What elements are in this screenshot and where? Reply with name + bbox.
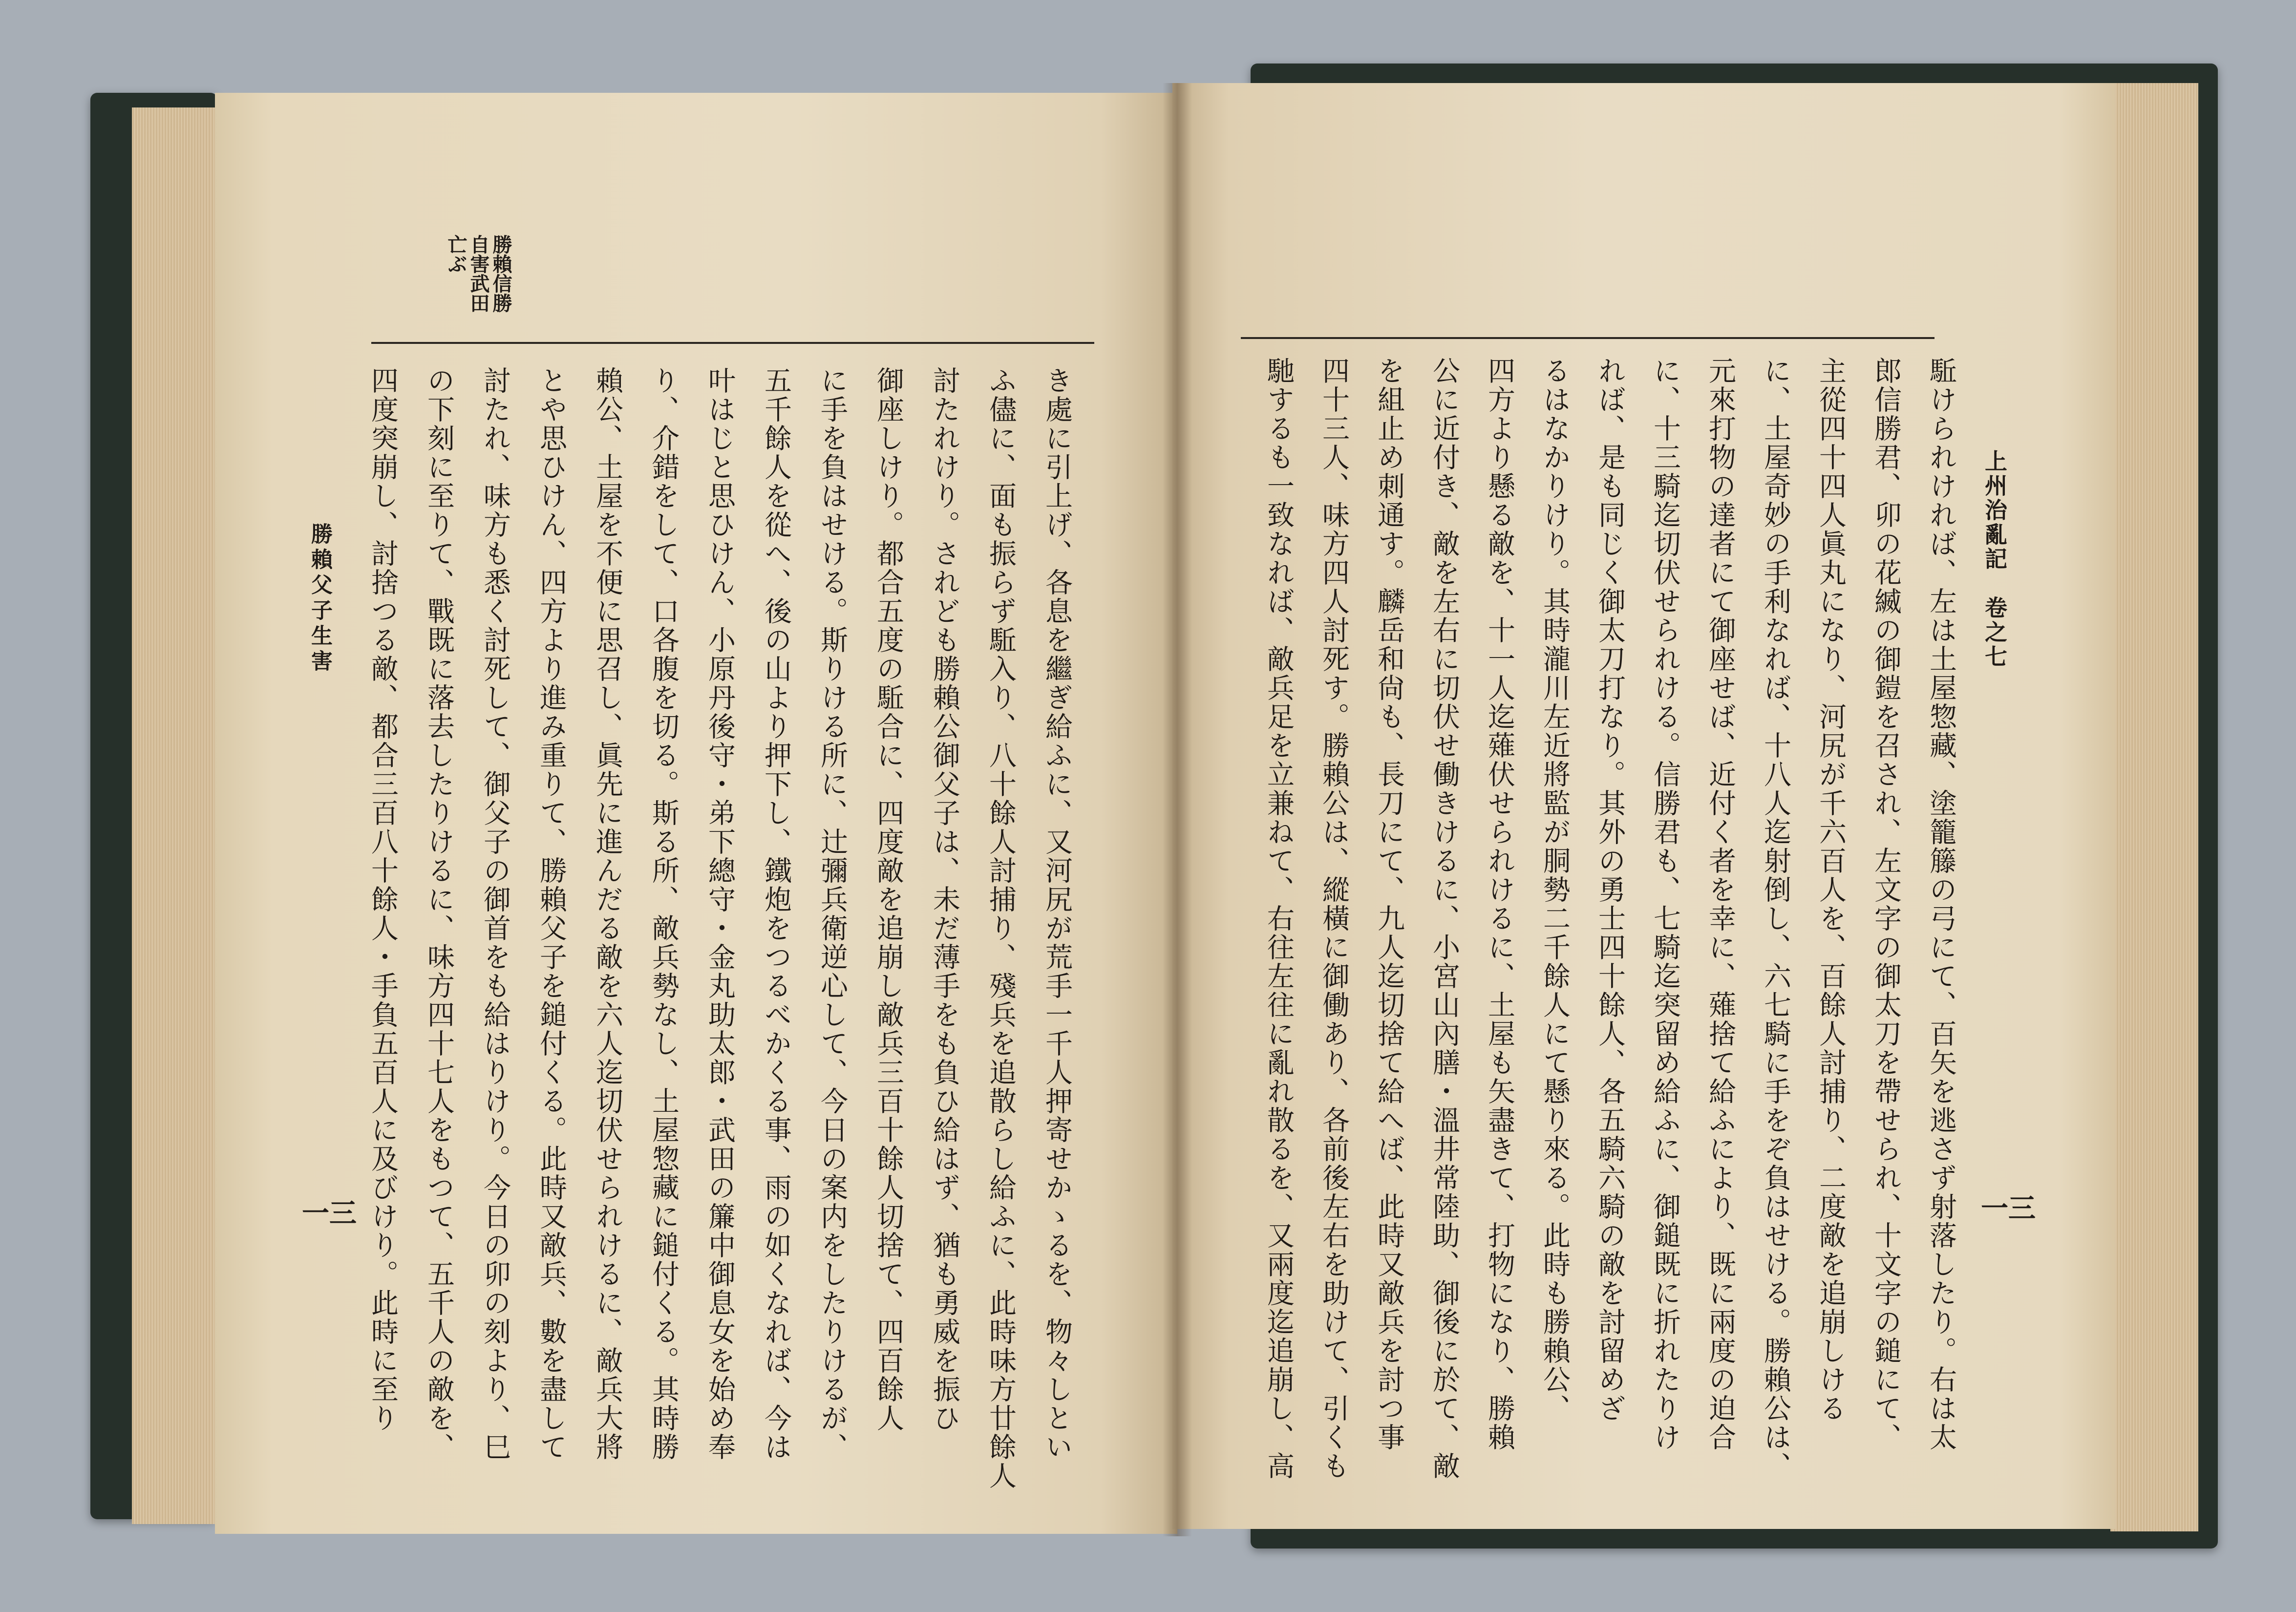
text-column: 御座しけり。都合五度の駈合に、四度敵を追崩し敵兵三百十餘人切捨て、四百餘人 [872,366,904,1433]
page-number: 一三 [302,1197,357,1230]
text-column: 四方より懸る敵を、十一人迄薙伏せられけるに、土屋も矢盡きて、打物になり、勝賴 [1484,357,1515,1452]
text-column: 五千餘人を從へ、後の山より押下し、鐵炮をつるべかくる事、雨の如くなれば、今は [760,366,792,1462]
header-rule [1241,337,1935,339]
text-column: 討たれ、味方も悉く討死して、御父子の御首をも給はりけり。今日の卯の刻より、巳 [479,366,511,1462]
page-edge-left [132,107,217,1524]
text-column: り、介錯をして、口各腹を切る。斯る所、敵兵勢なし、土屋惣藏に鎚付くる。其時勝 [648,366,680,1462]
book-gutter [1163,83,1192,1536]
text-column: 四十三人、味方四人討死す。勝賴公は、縱橫に御働あり、各前後左右を助けて、引くも [1318,357,1350,1481]
page-number: 一三 [1981,1192,2036,1225]
footer-title: 勝賴父子生害 [307,523,332,675]
right-page [1172,83,2115,1529]
left-page [215,93,1177,1534]
text-column: き處に引上げ、各息を繼ぎ給ふに、又河尻が荒手一千人押寄せかゝるを、物々しとい [1041,366,1073,1462]
running-header: 上州治亂記 卷之七 [1981,449,2008,669]
text-column: の下刻に至りて、戰既に落去したりけるに、味方四十七人をもつて、五千人の敵を、 [423,366,455,1462]
text-column: 元來打物の達者にて御座せば、近付く者を幸に、薙捨て給ふにより、既に兩度の迫合 [1704,357,1736,1452]
text-column: に、十三騎迄切伏せられける。信勝君も、七騎迄突留め給ふに、御鎚既に折れたりけ [1649,357,1681,1452]
text-column: れば、是も同じく御太刀打なり。其外の勇士四十餘人、各五騎六騎の敵を討留めざ [1594,357,1626,1423]
text-column: 馳するも一致なれば、敵兵足を立兼ねて、右往左往に亂れ散るを、又兩度迄追崩し、高 [1263,357,1295,1481]
text-column: 駈けられければ、左は土屋惣藏、塗籠籐の弓にて、百矢を逃さず射落したり。右は太 [1925,357,1957,1452]
text-column: 主從四十四人眞丸になり、河尻が千六百人を、百餘人討捕り、二度敵を追崩しける [1815,357,1847,1423]
side-heading [445,234,512,342]
text-column: 四度突崩し、討捨つる敵、都合三百八十餘人・手負五百人に及びけり。此時に至り [367,366,399,1433]
text-column: とや思ひけん、四方より進み重りて、勝賴父子を鎚付くる。此時又敵兵、數を盡して [535,366,567,1462]
text-column: 公に近付き、敵を左右に切伏せ働きけるに、小宮山內膳・溫井常陸助、御後に於て、敵 [1428,357,1460,1481]
text-column: に、土屋奇妙の手利なれば、十八人迄射倒し、六七騎に手をぞ負はせける。勝賴公は、 [1760,357,1791,1481]
text-column: るはなかりけり。其時瀧川左近將監が胴勢二千餘人にて懸り來る。此時も勝賴公、 [1539,357,1571,1423]
text-column: に手を負はせける。斯りける所に、辻彌兵衛逆心して、今日の案内をしたりけるが、 [816,366,848,1462]
text-column: 賴公、土屋を不便に思召し、眞先に進んだる敵を六人迄切伏せられけるに、敵兵大將 [592,366,623,1462]
header-rule [371,342,1094,344]
text-column: 討たれけり。されども勝賴公御父子は、未だ薄手をも負ひ給はず、猶も勇威を振ひ [929,366,960,1433]
text-column: 叶はじと思ひけん、小原丹後守・弟下總守・金丸助太郎・武田の簾中御息女を始め奉 [704,366,736,1462]
side-heading-line-2: 自害武田 [467,234,490,313]
page-edge-right [2110,83,2198,1531]
text-column: ふ儘に、面も振らず駈入り、八十餘人討捕り、殘兵を追散らし給ふに、此時味方廿餘人 [985,366,1017,1490]
side-heading-line-3: 亡ぶ [445,234,468,274]
text-column: 郎信勝君、卯の花縅の御鎧を召され、左文字の御太刀を帶せられ、十文字の鎚にて、 [1870,357,1902,1452]
text-column: を組止め刺通す。麟岳和尙も、長刀にて、九人迄切捨て給へば、此時又敵兵を討つ事 [1373,357,1405,1452]
side-heading-line-1: 勝賴信勝 [489,234,512,313]
